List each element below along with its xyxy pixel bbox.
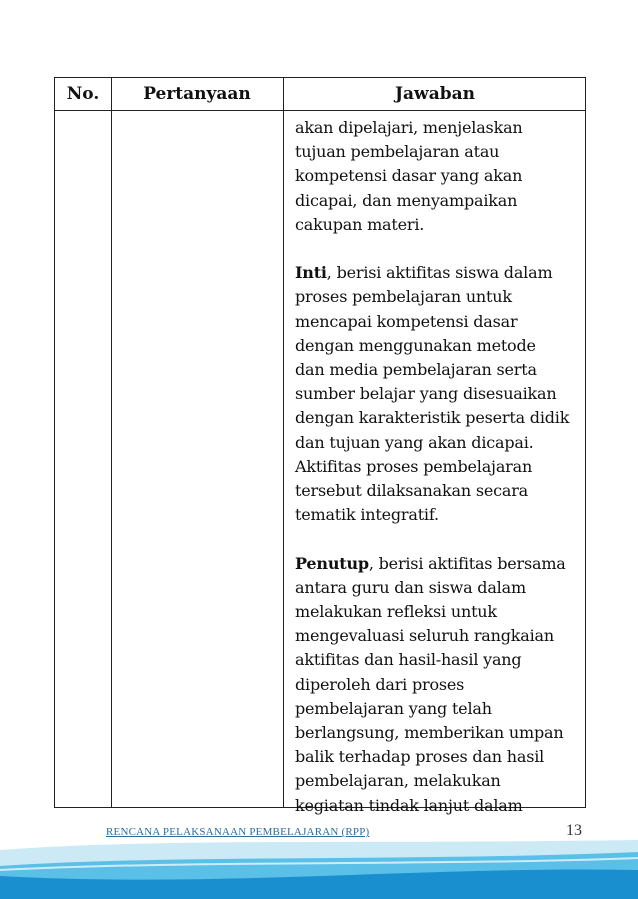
text-line: kegiatan tindak lanjut dalam <box>295 795 523 815</box>
text-line: cakupan materi. <box>295 214 425 234</box>
text-line: dengan menggunakan metode <box>295 335 536 355</box>
text-line <box>295 261 585 285</box>
page-number: 13 <box>566 822 582 839</box>
text-line: antara guru dan siswa dalam <box>295 577 526 597</box>
header-no: No. <box>66 84 100 104</box>
answer-intro <box>295 116 585 237</box>
answer-cell <box>295 116 585 818</box>
content-table <box>54 77 586 815</box>
text-line: aktifitas dan hasil-hasil yang <box>295 650 522 670</box>
text-line: kompetensi dasar yang akan <box>295 166 523 186</box>
text-line: tersebut dilaksanakan secara <box>295 481 528 501</box>
header-divider <box>55 110 585 111</box>
text-line <box>295 552 585 576</box>
term-inti: Inti <box>295 263 327 283</box>
term-penutup: Penutup <box>295 553 369 573</box>
text-line: dicapai, dan menyampaikan <box>295 190 518 210</box>
text-line: dan media pembelajaran serta <box>295 360 537 380</box>
header-answer: Jawaban <box>395 84 475 104</box>
header-question: Pertanyaan <box>143 84 251 104</box>
text-line: tematik integratif. <box>295 505 439 525</box>
text-line: proses pembelajaran untuk <box>295 287 512 307</box>
text-line: pembelajaran yang telah <box>295 698 492 718</box>
answer-inti <box>295 261 585 527</box>
text-line: mencapai kompetensi dasar <box>295 311 518 331</box>
text-line: akan dipelajari, menjelaskan <box>295 118 523 137</box>
text-line: pembelajaran, melakukan <box>295 771 501 791</box>
text-line: berlangsung, memberikan umpan <box>295 723 564 743</box>
text-span: , berisi aktifitas siswa dalam <box>326 263 553 283</box>
footer-document-title: RENCANA PELAKSANAAN PEMBELAJARAN (RPP) <box>106 826 370 838</box>
text-span: , berisi aktifitas bersama <box>368 553 566 573</box>
text-line: dengan karakteristik peserta didik <box>295 408 570 428</box>
text-line: balik terhadap proses dan hasil <box>295 747 545 767</box>
text-line: melakukan refleksi untuk <box>295 602 497 622</box>
text-line: dan tujuan yang akan dicapai. <box>295 432 534 452</box>
text-line: diperoleh dari proses <box>295 674 465 694</box>
column-divider <box>283 78 284 807</box>
answer-penutup <box>295 552 585 818</box>
text-line: sumber belajar yang disesuaikan <box>295 384 557 404</box>
footer-wave-decoration <box>0 836 638 899</box>
column-divider <box>111 78 112 807</box>
text-line: tujuan pembelajaran atau <box>295 142 500 162</box>
text-line: mengevaluasi seluruh rangkaian <box>295 626 554 646</box>
text-line: Aktifitas proses pembelajaran <box>295 456 533 476</box>
